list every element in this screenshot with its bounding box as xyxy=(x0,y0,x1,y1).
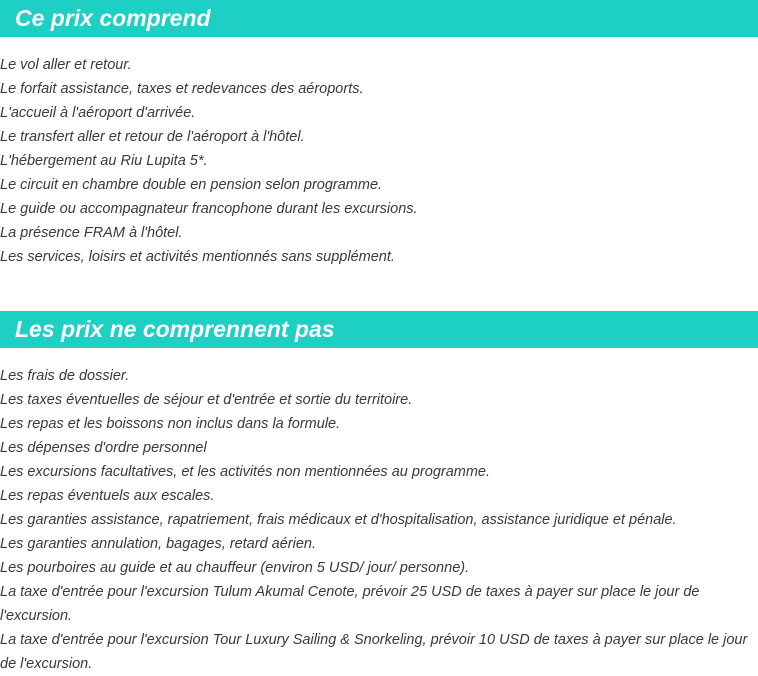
included-item: L'hébergement au Riu Lupita 5*. xyxy=(0,153,208,169)
excluded-item: Les pourboires au guide et au chauffeur (environ 5 USD/ jour/ personne). xyxy=(0,560,470,576)
included-item: L'accueil à l'aéroport d'arrivée. xyxy=(0,105,196,121)
included-item: La présence FRAM à l'hôtel. xyxy=(0,225,183,241)
included-item: Le circuit en chambre double en pension selon programme. xyxy=(0,177,383,193)
excluded-title: Les prix ne comprennent pas xyxy=(0,311,758,348)
included-item: Le vol aller et retour. xyxy=(0,57,132,73)
excluded-item: Les repas éventuels aux escales. xyxy=(0,488,215,504)
included-item: Les services, loisirs et activités mentionnés sans supplément. xyxy=(0,249,395,265)
excluded-item: La taxe d'entrée pour l'excursion Tulum Akumal Cenote, prévoir 25 USD de taxes à payer sur place le jour de l'excursion. xyxy=(0,584,700,624)
excluded-item: Les garanties assistance, rapatriement, frais médicaux et d'hospitalisation, assistance juridique et pénale. xyxy=(0,512,677,528)
excluded-item: Les excursions facultatives, et les activités non mentionnées au programme. xyxy=(0,464,491,480)
excluded-item: Les frais de dossier. xyxy=(0,368,130,384)
included-item: Le transfert aller et retour de l'aéroport à l'hôtel. xyxy=(0,129,305,145)
included-title: Ce prix comprend xyxy=(0,0,758,37)
included-list xyxy=(0,53,758,269)
excluded-section xyxy=(0,311,758,676)
included-section xyxy=(0,0,758,269)
excluded-item: Les repas et les boissons non inclus dans la formule. xyxy=(0,416,341,432)
included-item: Le guide ou accompagnateur francophone durant les excursions. xyxy=(0,201,418,217)
excluded-item: Les dépenses d'ordre personnel xyxy=(0,440,207,456)
excluded-item: Les garanties annulation, bagages, retard aérien. xyxy=(0,536,316,552)
excluded-item: Les taxes éventuelles de séjour et d'entrée et sortie du territoire. xyxy=(0,392,413,408)
excluded-list xyxy=(0,364,758,676)
excluded-item: La taxe d'entrée pour l'excursion Tour Luxury Sailing & Snorkeling, prévoir 10 USD de taxes à payer sur place le jour de l'excursion. xyxy=(0,632,748,672)
included-item: Le forfait assistance, taxes et redevances des aéroports. xyxy=(0,81,364,97)
